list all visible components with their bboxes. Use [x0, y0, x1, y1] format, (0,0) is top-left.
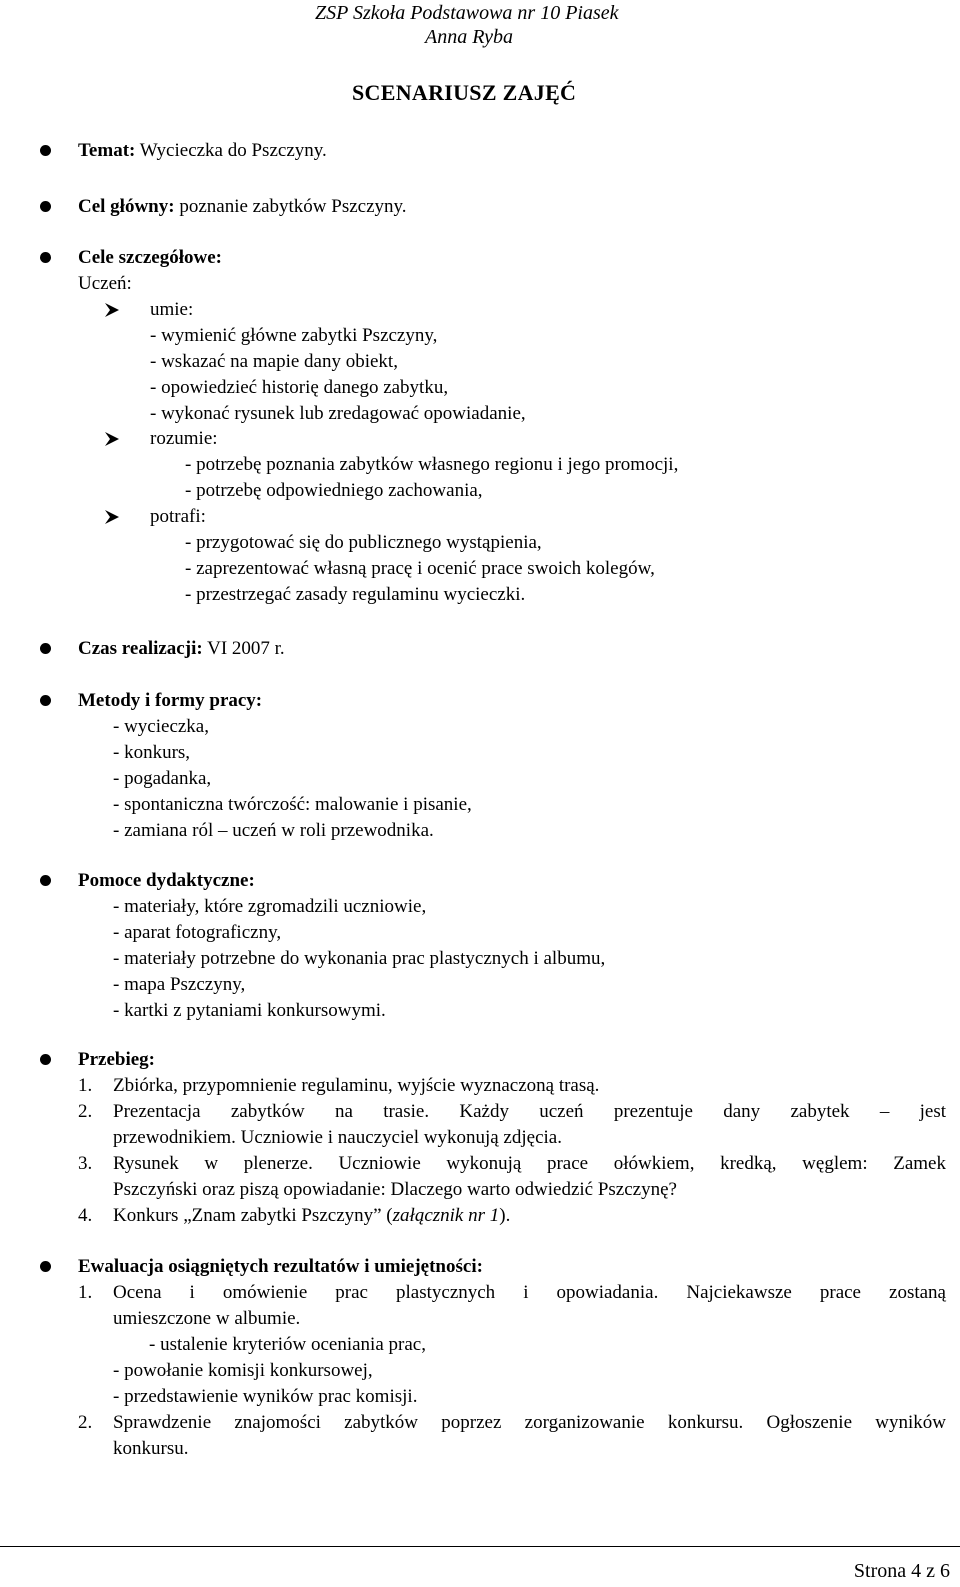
- temat-value: Wycieczka do Pszczyny.: [135, 140, 327, 161]
- list-number: 4.: [78, 1205, 93, 1226]
- list-item: - wykonać rysunek lub zredagować opowiadanie,: [150, 403, 526, 424]
- przebieg-item-text: przewodnikiem. Uczniowie i nauczyciel wykonują zdjęcia.: [113, 1127, 562, 1148]
- list-item: - przedstawienie wyników prac komisji.: [113, 1386, 418, 1407]
- page-number: Strona 4 z 6: [853, 1560, 950, 1582]
- list-item: - zaprezentować własną pracę i ocenić prace swoich kolegów,: [185, 558, 655, 579]
- list-item: - powołanie komisji konkursowej,: [113, 1360, 373, 1381]
- list-item: - mapa Pszczyny,: [113, 974, 246, 995]
- bullet-icon: [40, 875, 51, 886]
- list-item: - potrzebę odpowiedniego zachowania,: [185, 480, 483, 501]
- ewaluacja-item-text: konkursu.: [113, 1438, 189, 1459]
- list-item: - wycieczka,: [113, 716, 209, 737]
- przebieg-item-text: [113, 1203, 510, 1229]
- list-number: 1.: [78, 1075, 93, 1096]
- bullet-icon: [40, 201, 51, 212]
- pomoce-label: Pomoce dydaktyczne:: [78, 870, 255, 891]
- list-item: - materiały potrzebne do wykonania prac plastycznych i albumu,: [113, 948, 606, 969]
- ewaluacja-item-text: umieszczone w albumie.: [113, 1308, 301, 1329]
- ewaluacja-label: Ewaluacja osiągniętych rezultatów i umiejętności:: [78, 1256, 483, 1277]
- list-item: - opowiedzieć historię danego zabytku,: [150, 377, 449, 398]
- ewaluacja-item-text: Sprawdzenie znajomości zabytków poprzez zorganizowanie konkursu. Ogłoszenie wyników: [113, 1412, 946, 1433]
- list-item: - przygotować się do publicznego wystąpienia,: [185, 532, 542, 553]
- temat-label: Temat:: [78, 140, 136, 161]
- arrow-bullet-icon: [104, 431, 120, 447]
- list-item: - materiały, które zgromadzili uczniowie,: [113, 896, 427, 917]
- list-item: - kartki z pytaniami konkursowymi.: [113, 1000, 386, 1021]
- footer-divider: [0, 1546, 960, 1547]
- przebieg-item-text: Zbiórka, przypomnienie regulaminu, wyjście wyznaczoną trasą.: [113, 1075, 600, 1096]
- list-item: - ustalenie kryteriów oceniania prac,: [149, 1334, 426, 1355]
- potrafi-label: potrafi:: [150, 506, 206, 527]
- konkurs-text: Konkurs „Znam zabytki Pszczyny” (: [113, 1205, 393, 1226]
- page-title: SCENARIUSZ ZAJĘĆ: [352, 80, 577, 105]
- arrow-bullet-icon: [104, 302, 120, 318]
- metody-label: Metody i formy pracy:: [78, 690, 263, 711]
- przebieg-item-text: Pszczyński oraz piszą opowiadanie: Dlaczego warto odwiedzić Pszczynę?: [113, 1179, 677, 1200]
- list-item: - wymienić główne zabytki Pszczyny,: [150, 325, 438, 346]
- header-school: ZSP Szkoła Podstawowa nr 10 Piasek: [315, 2, 619, 24]
- list-item: - spontaniczna twórczość: malowanie i pisanie,: [113, 794, 472, 815]
- cele-label: Cele szczegółowe:: [78, 247, 223, 268]
- przebieg-item-text: Prezentacja zabytków na trasie. Każdy uczeń prezentuje dany zabytek – jest: [113, 1101, 946, 1122]
- temat-line: [78, 138, 327, 164]
- cele-intro: Uczeń:: [78, 273, 132, 294]
- list-item: - przestrzegać zasady regulaminu wycieczki.: [185, 584, 526, 605]
- bullet-icon: [40, 695, 51, 706]
- arrow-bullet-icon: [104, 509, 120, 525]
- cel-glowny-line: [78, 194, 407, 220]
- czas-label: Czas realizacji:: [78, 638, 203, 659]
- czas-value: VI 2007 r.: [202, 638, 285, 659]
- bullet-icon: [40, 145, 51, 156]
- umie-label: umie:: [150, 299, 194, 320]
- list-item: - potrzebę poznania zabytków własnego regionu i jego promocji,: [185, 454, 679, 475]
- list-number: 1.: [78, 1282, 93, 1303]
- list-item: - wskazać na mapie dany obiekt,: [150, 351, 398, 372]
- bullet-icon: [40, 252, 51, 263]
- cel-glowny-value: poznanie zabytków Pszczyny.: [174, 196, 407, 217]
- attachment-reference: załącznik nr 1: [392, 1205, 500, 1226]
- header-author: Anna Ryba: [425, 26, 513, 48]
- ewaluacja-item-text: Ocena i omówienie prac plastycznych i opowiadania. Najciekawsze prace zostaną: [113, 1282, 946, 1303]
- list-item: - konkurs,: [113, 742, 191, 763]
- przebieg-item-text: Rysunek w plenerze. Uczniowie wykonują prace ołówkiem, kredką, węglem: Zamek: [113, 1153, 946, 1174]
- list-item: - aparat fotograficzny,: [113, 922, 282, 943]
- konkurs-text-end: ).: [499, 1205, 511, 1226]
- list-number: 3.: [78, 1153, 93, 1174]
- cel-glowny-label: Cel główny:: [78, 196, 175, 217]
- list-number: 2.: [78, 1101, 93, 1122]
- bullet-icon: [40, 643, 51, 654]
- rozumie-label: rozumie:: [150, 428, 218, 449]
- czas-line: [78, 636, 285, 662]
- przebieg-label: Przebieg:: [78, 1049, 156, 1070]
- list-item: - pogadanka,: [113, 768, 212, 789]
- bullet-icon: [40, 1261, 51, 1272]
- list-item: - zamiana ról – uczeń w roli przewodnika.: [113, 820, 434, 841]
- bullet-icon: [40, 1054, 51, 1065]
- list-number: 2.: [78, 1412, 93, 1433]
